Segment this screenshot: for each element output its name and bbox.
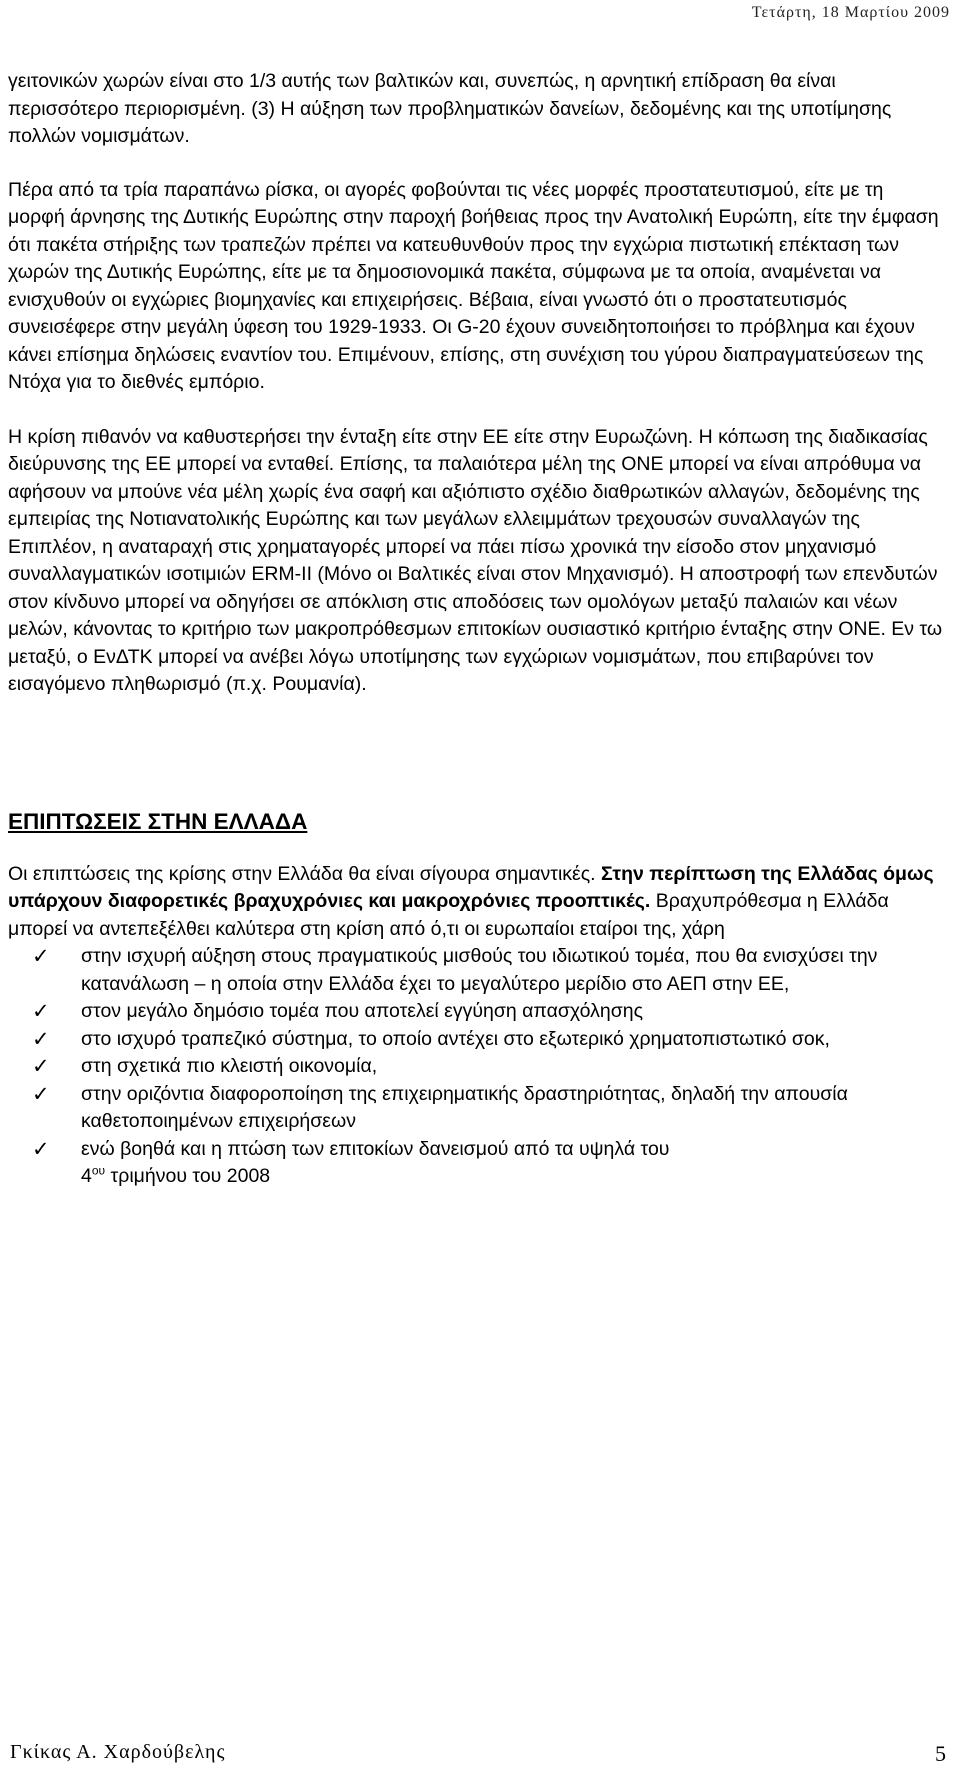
section-intro-text: Οι επιπτώσεις της κρίσης στην Ελλάδα θα είναι σίγουρα σημαντικές.: [8, 862, 601, 885]
checklist: [8, 943, 943, 1191]
section-intro-bold: Στην περίπτωση της Ελλάδας όμως υπάρχουν διαφορετικές βραχυχρόνιες και μακροχρόνιες προοπτικές.: [8, 862, 934, 912]
checkmark-icon: ✓: [32, 1054, 50, 1078]
list-item: [8, 998, 943, 1026]
list-item: [8, 1053, 943, 1081]
page-number: 5: [935, 1741, 946, 1766]
ordinal-suffix: ου: [91, 1163, 106, 1178]
list-item: [8, 1081, 943, 1136]
list-item-text: στη σχετικά πιο κλειστή οικονομία,: [81, 1055, 378, 1077]
paragraph-protectionism: Πέρα από τα τρία παραπάνω ρίσκα, οι αγορές φοβούνται τις νέες μορφές προστατευτισμού, είτε με τη μορφή άρνησης της Δυτικής Ευρώπης στην παροχή βοήθειας προς την Ανατολική Ευρώπη, είτε την έμφαση ότι πακέτα στήριξης των τραπεζών πρέπει να κατευθυνθούν προς την εγχώρια πιστωτική επέκταση των χωρών της Δυτικής Ευρώπης, είτε με τα δημοσιονομικά πακέτα, σύμφωνα με τα οποία, αναμένεται να ενισχυθούν οι εγχώριες βιομηχανίες και επιχειρήσεις. Βέβαια, είναι γνωστό ότι ο προστατευτισμός συνεισέφερε στην μεγάλη ύφεση του 1929-1933. Οι G-20 έχουν συνειδητοποιήσει το πρόβλημα και έχουν κάνει επίσημα δηλώσεις εναντίον του. Επιμένουν, επίσης, στη συνέχιση του γύρου διαπραγματεύσεων της Ντόχα για το διεθνές εμπόριο.: [8, 178, 939, 393]
paragraph-erm2: Επιπλέον, η αναταραχή στις χρηματαγορές μπορεί να πάει πίσω χρονικά την είσοδο στον μηχανισμό συναλλαγματικών ισοτιμιών ERM-II (Μόνο οι Βαλτικές είναι στον Μηχανισμό). Η αποστροφή των επενδυτών στον κίνδυνο μπορεί να οδηγήσει σε απόκλιση στις αποδόσεις των ομολόγων μεταξύ παλαιών και νέων μελών, κάνοντας το κριτήριο των μακροπρόθεσμων επιτοκίων ουσιαστικό κριτήριο ένταξης στην ΟΝΕ. Εν τω μεταξύ, ο ΕνΔΤΚ μπορεί να ανέβει λόγω υποτίμησης των εγχώριων νομισμάτων, που επιβαρύνει τον εισαγόμενο πληθωρισμό (π.χ. Ρουμανία).: [8, 535, 943, 695]
section-intro: [8, 861, 943, 944]
footer-author: Γκίκας Α. Χαρδούβελης: [10, 1741, 226, 1763]
checkmark-icon: ✓: [32, 944, 50, 968]
document-body: [8, 68, 943, 1191]
list-item: [8, 1026, 943, 1054]
section-intro-text-2: Βραχυπρόθεσμα η Ελλάδα μπορεί να αντεπεξέλθει καλύτερα στη κρίση από ό,τι οι ευρωπαίοι εταίροι της, χάρη: [8, 890, 889, 940]
list-item-text: στην οριζόντια διαφοροποίηση της επιχειρηματικής δραστηριότητας, δηλαδή την απουσία καθετοποιημένων επιχειρήσεων: [81, 1082, 848, 1132]
checkmark-icon: ✓: [32, 1136, 50, 1161]
checkmark-icon: ✓: [32, 1026, 50, 1051]
list-item-text: στον μεγάλο δημόσιο τομέα που αποτελεί εγγύηση απασχόλησης: [81, 1000, 643, 1022]
checkmark-icon: ✓: [32, 999, 50, 1023]
section-heading: ΕΠΙΠΤΩΣΕΙΣ ΣΤΗΝ ΕΛΛΑΔΑ: [8, 808, 308, 834]
list-item: [8, 943, 943, 998]
list-item-text: ενώ βοηθά και η πτώση των επιτοκίων δανεισμού από τα υψηλά του: [81, 1137, 670, 1160]
quarter-number: 4: [81, 1165, 92, 1187]
quarter-text: τριμήνου του 2008: [105, 1165, 271, 1187]
paragraph-eu-accession: Η κρίση πιθανόν να καθυστερήσει την ένταξη είτε στην ΕΕ είτε στην Ευρωζώνη. Η κόπωση της διαδικασίας διεύρυνσης της ΕΕ μπορεί να ενταθεί. Επίσης, τα παλαιότερα μέλη της ΟΝΕ μπορεί να είναι απρόθυμα να αφήσουν να μπούνε νέα μέλη χωρίς ένα σαφή και αξιόπιστο σχέδιο διαθρωτικών αλλαγών, δεδομένης της εμπειρίας της Νοτιανατολικής Ευρώπης και των μεγάλων ελλειμμάτων τρεχουσών συναλλαγών της: [8, 425, 928, 530]
list-item-text: στην ισχυρή αύξηση στους πραγματικούς μισθούς του ιδιωτικού τομέα, που θα ενισχύσει την κατανάλωση – η οποία στην Ελλάδα έχει το μεγαλύτερο μερίδιο στο ΑΕΠ στην ΕΕ,: [81, 945, 878, 995]
list-item-text: στο ισχυρό τραπεζικό σύστημα, το οποίο αντέχει στο εξωτερικό χρηματοπιστωτικό σοκ,: [81, 1027, 830, 1050]
checkmark-icon: ✓: [32, 1081, 50, 1106]
list-item: [8, 1136, 943, 1191]
header-date: Τετάρτη, 18 Μαρτίου 2009: [751, 4, 950, 21]
paragraph-risks-tail: γειτονικών χωρών είναι στο 1/3 αυτής των βαλτικών και, συνεπώς, η αρνητική επίδραση θα είναι περισσότερο περιορισμένη. (3) Η αύξηση των προβληματικών δανείων, δεδομένης και της υποτίμησης πολλών νομισμάτων.: [8, 70, 892, 147]
